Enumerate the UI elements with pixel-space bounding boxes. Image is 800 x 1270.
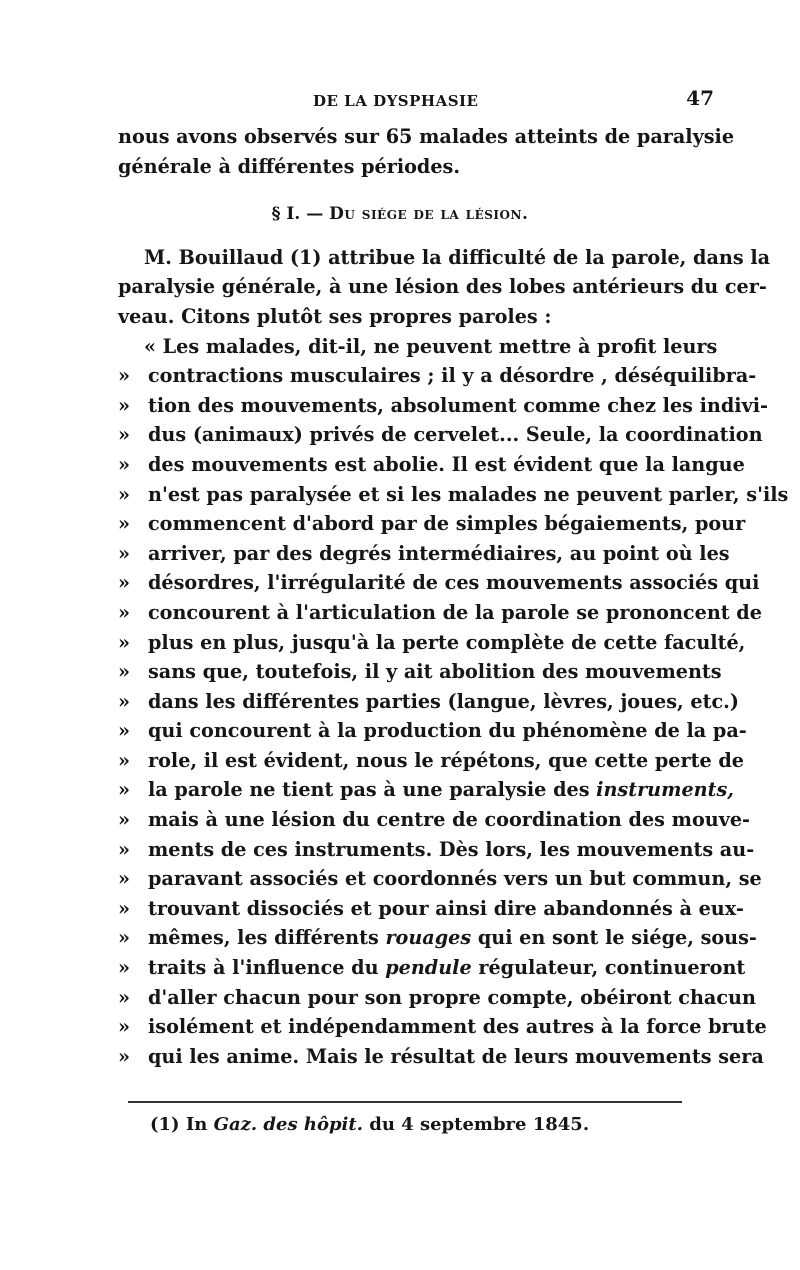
- guillemet-marker: »: [118, 364, 130, 388]
- guillemet-marker: »: [118, 393, 130, 417]
- quote-line: » désordres, l'irrégularité de ces mouvements associés qui: [118, 568, 682, 598]
- quote-line: » arriver, par des degrés intermédiaires, au point où les: [118, 539, 682, 569]
- running-title: DE LA DYSPHASIE: [313, 92, 479, 110]
- quote-line: » trouvant dissociés et pour ainsi dire abandonnés à eux-: [118, 894, 682, 924]
- guillemet-marker: »: [118, 896, 130, 920]
- quote-line: » mais à une lésion du centre de coordination des mouve-: [118, 805, 682, 835]
- quote-line: » qui les anime. Mais le résultat de leurs mouvements sera: [118, 1042, 682, 1072]
- guillemet-marker: »: [118, 660, 130, 684]
- guillemet-marker: »: [118, 956, 130, 980]
- quote-line: » ments de ces instruments. Dès lors, les mouvements au-: [118, 835, 682, 865]
- journal-abbrev: des hôpit.: [263, 1114, 363, 1135]
- guillemet-marker: »: [118, 600, 130, 624]
- guillemet-marker: »: [118, 482, 130, 506]
- guillemet-marker: »: [118, 926, 130, 950]
- guillemet-marker: »: [118, 867, 130, 891]
- footnote-date: du 4 septembre 1845.: [362, 1114, 590, 1135]
- quote-line: » traits à l'influence du pendule régulateur, continueront: [118, 953, 682, 983]
- body-text: [118, 122, 789, 1071]
- guillemet-marker: »: [118, 452, 130, 476]
- footnote-divider: [128, 1101, 682, 1103]
- guillemet-marker: »: [118, 689, 130, 713]
- quote-line: » qui concourent à la production du phénomène de la pa-: [118, 716, 682, 746]
- guillemet-marker: »: [118, 985, 130, 1009]
- guillemet-marker: »: [118, 423, 130, 447]
- quote-opening-line: « Les malades, dit-il, ne peuvent mettre à profit leurs: [144, 334, 718, 358]
- guillemet-marker: »: [118, 719, 130, 743]
- quote-line: » commencent d'abord par de simples bégaiements, pour: [118, 509, 682, 539]
- quote-line: » dans les différentes parties (langue, lèvres, joues, etc.): [118, 687, 682, 717]
- guillemet-marker: »: [118, 837, 130, 861]
- quote-line: » concourent à l'articulation de la parole se prononcent de: [118, 598, 682, 628]
- section-title: Du siége de la lésion.: [329, 204, 529, 225]
- italic-term: instruments,: [596, 778, 734, 802]
- guillemet-marker: »: [118, 512, 130, 536]
- guillemet-marker: »: [118, 1015, 130, 1039]
- quote-line: » isolément et indépendamment des autres à la force brute: [118, 1012, 682, 1042]
- page-header: [100, 86, 714, 116]
- quote-line: » sans que, toutefois, il y ait abolition des mouvements: [118, 657, 682, 687]
- italic-term: pendule: [385, 956, 472, 980]
- section-heading: [118, 200, 682, 230]
- quote-line: » dus (animaux) privés de cervelet... Seule, la coordination: [118, 420, 682, 450]
- quote-line: » role, il est évident, nous le répétons, que cette perte de: [118, 746, 682, 776]
- quote-line: » d'aller chacun pour son propre compte, obéiront chacun: [118, 983, 682, 1013]
- footnote-marker: (1) In: [150, 1114, 214, 1135]
- quote-line: » des mouvements est abolie. Il est évident que la langue: [118, 450, 682, 480]
- text-line: nous avons observés sur 65 malades atteints de paralysie: [118, 125, 735, 148]
- guillemet-marker: »: [118, 808, 130, 832]
- quote-line: » paravant associés et coordonnés vers un but commun, se: [118, 864, 682, 894]
- text-line: paralysie générale, à une lésion des lobes antérieurs du cer-: [118, 275, 767, 299]
- section-number: § I. —: [271, 204, 324, 225]
- text-line: veau. Citons plutôt ses propres paroles :: [118, 304, 552, 328]
- quote-line: » n'est pas paralysée et si les malades ne peuvent parler, s'ils: [118, 480, 682, 510]
- guillemet-marker: »: [118, 630, 130, 654]
- text-line: générale à différentes périodes.: [118, 154, 461, 178]
- page-number: 47: [686, 86, 714, 110]
- guillemet-marker: »: [118, 571, 130, 595]
- footnote: [150, 1114, 589, 1135]
- text-line: M. Bouillaud (1) attribue la difficulté de la parole, dans la: [144, 245, 771, 269]
- guillemet-marker: »: [118, 748, 130, 772]
- guillemet-marker: »: [118, 1044, 130, 1068]
- quote-line: » tion des mouvements, absolument comme chez les indivi-: [118, 391, 682, 421]
- quote-line: » plus en plus, jusqu'à la perte complète de cette faculté,: [118, 628, 682, 658]
- journal-abbrev: Gaz.: [213, 1114, 258, 1135]
- quote-line: » contractions musculaires ; il y a désordre , déséquilibra-: [118, 361, 682, 391]
- guillemet-marker: »: [118, 541, 130, 565]
- italic-term: rouages: [385, 926, 472, 950]
- quote-line: » mêmes, les différents rouages qui en sont le siége, sous-: [118, 923, 682, 953]
- guillemet-marker: »: [118, 778, 130, 802]
- quotation-block: [118, 361, 789, 1071]
- quote-line: » la parole ne tient pas à une paralysie des instruments,: [118, 775, 682, 805]
